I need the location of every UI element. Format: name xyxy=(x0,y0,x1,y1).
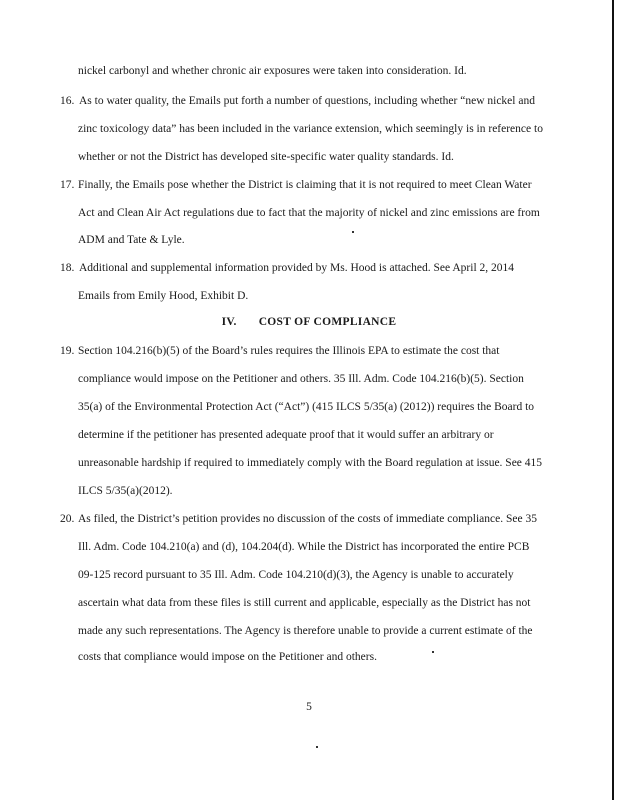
page-number: 5 xyxy=(306,701,312,713)
paragraph-line: unreasonable hardship if required to immediately comply with the Board regulation at issue. See 415 xyxy=(78,457,543,469)
paragraph-number: 20. xyxy=(60,513,75,525)
scan-speck xyxy=(352,231,354,233)
scan-speck xyxy=(432,651,434,653)
paragraph-line: Section 104.216(b)(5) of the Board’s rules requires the Illinois EPA to estimate the cost that xyxy=(78,345,500,357)
carryover-line: nickel carbonyl and whether chronic air exposures were taken into consideration. Id. xyxy=(78,65,467,77)
section-number: IV. xyxy=(221,316,237,328)
paragraph-line: As to water quality, the Emails put forth a number of questions, including whether “new nickel and xyxy=(79,95,535,107)
paragraph-number: 18. xyxy=(60,262,75,274)
paragraph-line: ILCS 5/35(a)(2012). xyxy=(78,485,173,497)
paragraph-line: 35(a) of the Environmental Protection Act (“Act”) (415 ILCS 5/35(a) (2012)) requires the Board to xyxy=(78,401,535,413)
paragraph-line: determine if the petitioner has presented adequate proof that it would suffer an arbitrary or xyxy=(78,429,494,441)
paragraph-line: 09-125 record pursuant to 35 Ill. Adm. Code 104.210(d)(3), the Agency is unable to accurately xyxy=(78,569,514,581)
section-title: COST OF COMPLIANCE xyxy=(258,316,397,328)
paragraph-line: Additional and supplemental information provided by Ms. Hood is attached. See April 2, 2014 xyxy=(79,262,515,274)
paragraph-line: Finally, the Emails pose whether the District is claiming that it is not required to meet Clean Water xyxy=(78,179,532,191)
scan-page-edge xyxy=(612,0,614,800)
paragraph-line: compliance would impose on the Petitioner and others. 35 Ill. Adm. Code 104.216(b)(5). Section xyxy=(78,373,524,385)
paragraph-line: zinc toxicology data” has been included in the variance extension, which seemingly is in reference to xyxy=(78,123,543,135)
paragraph-line: ADM and Tate & Lyle. xyxy=(78,234,185,246)
paragraph-number: 17. xyxy=(60,179,75,191)
paragraph-line: As filed, the District’s petition provides no discussion of the costs of immediate compliance. See 35 xyxy=(78,513,537,525)
paragraph-line: made any such representations. The Agency is therefore unable to provide a current estimate of the xyxy=(78,625,533,637)
paragraph-number: 19. xyxy=(60,345,75,357)
paragraph-line: ascertain what data from these files is still current and applicable, especially as the District has not xyxy=(78,597,531,609)
paragraph-line: whether or not the District has developed site-specific water quality standards. Id. xyxy=(78,151,454,163)
section-heading xyxy=(0,315,618,329)
paragraph-line: Act and Clean Air Act regulations due to fact that the majority of nickel and zinc emissions are from xyxy=(78,207,540,219)
paragraph-number: 16. xyxy=(60,95,75,107)
paragraph-line: Ill. Adm. Code 104.210(a) and (d), 104.204(d). While the District has incorporated the entire PCB xyxy=(78,541,530,553)
scan-speck xyxy=(316,746,318,748)
paragraph-line: costs that compliance would impose on the Petitioner and others. xyxy=(78,651,377,663)
paragraph-line: Emails from Emily Hood, Exhibit D. xyxy=(78,290,249,302)
